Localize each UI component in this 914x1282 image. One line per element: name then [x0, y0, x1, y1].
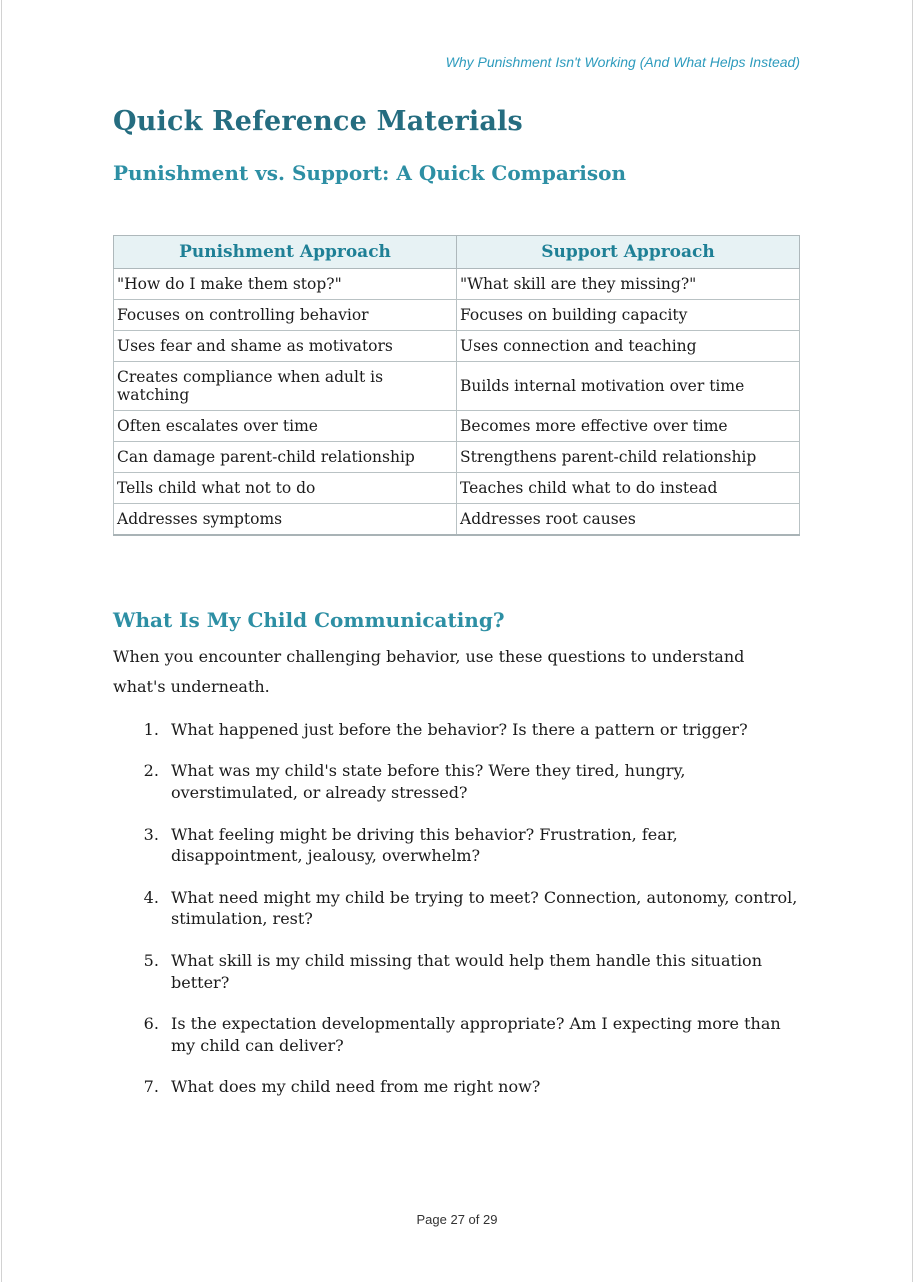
list-item: 2. What was my child's state before this? Were they tired, hungry, overstimulated, or already stressed? — [164, 760, 800, 803]
table-cell: Strengthens parent-child relationship — [457, 442, 800, 473]
page-content — [2, 106, 912, 1098]
list-item: 4. What need might my child be trying to meet? Connection, autonomy, control, stimulation, rest? — [164, 887, 800, 930]
table-cell: "What skill are they missing?" — [457, 269, 800, 300]
table-header-row — [114, 236, 800, 269]
comparison-section-heading: Punishment vs. Support: A Quick Comparison — [113, 161, 627, 185]
list-item: 3. What feeling might be driving this behavior? Frustration, fear, disappointment, jealousy, overwhelm? — [164, 824, 800, 867]
document-page — [1, 0, 913, 1282]
table-cell: Becomes more effective over time — [457, 411, 800, 442]
table-cell: Creates compliance when adult is watching — [114, 362, 457, 411]
table-row — [114, 362, 800, 411]
table-row — [114, 442, 800, 473]
page-number: Page 27 of 29 — [416, 1212, 498, 1227]
page-title: Quick Reference Materials — [113, 106, 523, 137]
running-header: Why Punishment Isn't Working (And What Helps Instead) — [445, 54, 800, 70]
table-cell: Addresses root causes — [457, 504, 800, 536]
list-item: 6. Is the expectation developmentally appropriate? Am I expecting more than my child can deliver? — [164, 1013, 800, 1056]
table-cell: "How do I make them stop?" — [114, 269, 457, 300]
table-row — [114, 300, 800, 331]
table-cell: Focuses on building capacity — [457, 300, 800, 331]
comparison-table — [113, 235, 800, 536]
table-cell: Can damage parent-child relationship — [114, 442, 457, 473]
table-cell: Addresses symptoms — [114, 504, 457, 536]
table-row — [114, 411, 800, 442]
table-row — [114, 331, 800, 362]
column-header-punishment: Punishment Approach — [114, 236, 457, 269]
table-cell: Teaches child what to do instead — [457, 473, 800, 504]
table-row — [114, 473, 800, 504]
list-item: 5. What skill is my child missing that would help them handle this situation better? — [164, 950, 800, 993]
table-cell: Uses connection and teaching — [457, 331, 800, 362]
column-header-support: Support Approach — [457, 236, 800, 269]
table-row — [114, 269, 800, 300]
communicating-section-heading: What Is My Child Communicating? — [113, 608, 505, 632]
question-list — [113, 719, 800, 1098]
table-cell: Often escalates over time — [114, 411, 457, 442]
table-row — [114, 504, 800, 536]
table-cell: Uses fear and shame as motivators — [114, 331, 457, 362]
list-item: 7. What does my child need from me right now? — [164, 1076, 800, 1098]
table-cell: Tells child what not to do — [114, 473, 457, 504]
section-intro-text: When you encounter challenging behavior, use these questions to understand what's underneath. — [113, 647, 745, 697]
table-cell: Focuses on controlling behavior — [114, 300, 457, 331]
list-item: 1. What happened just before the behavior? Is there a pattern or trigger? — [164, 719, 800, 741]
table-cell: Builds internal motivation over time — [457, 362, 800, 411]
